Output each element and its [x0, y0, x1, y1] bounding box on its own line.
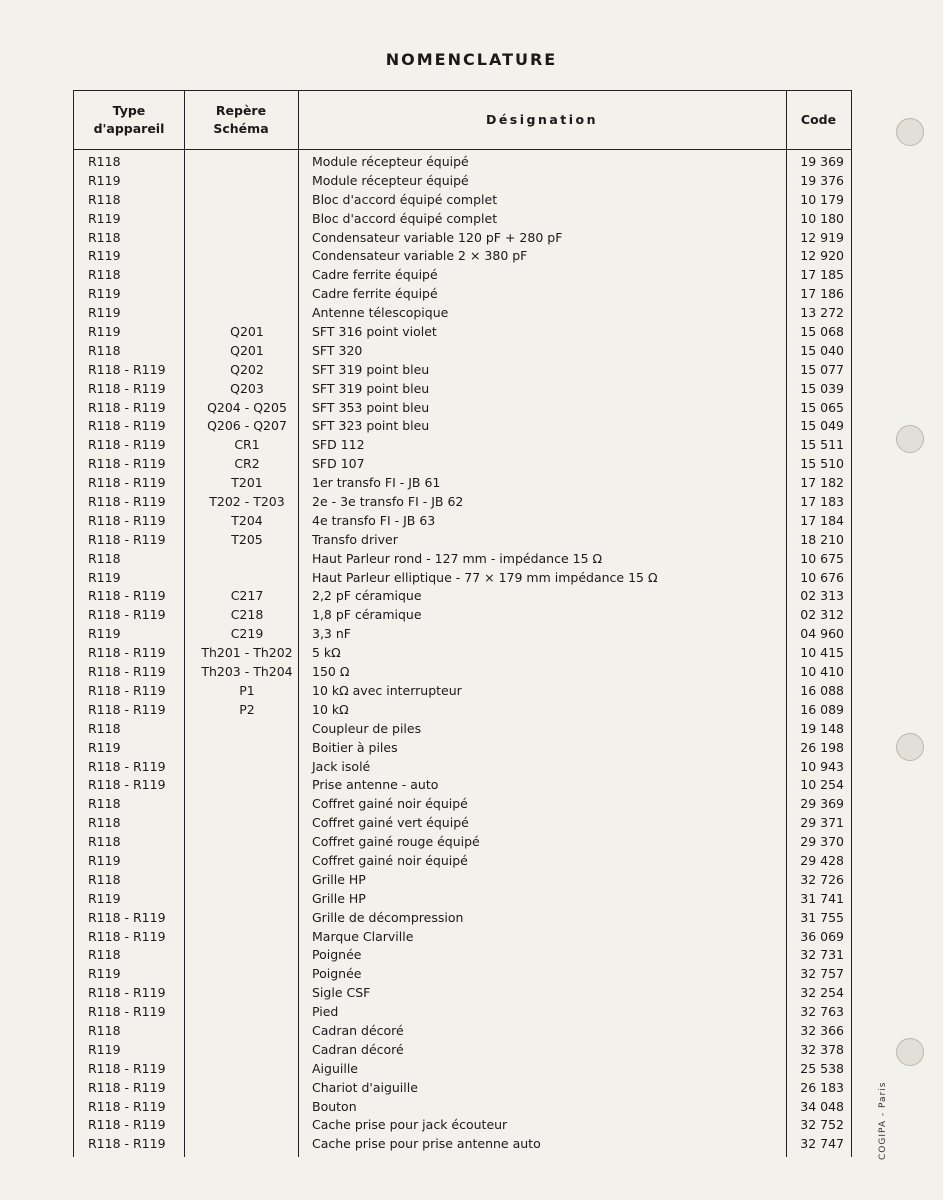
- cell-type: R118 - R119: [88, 1004, 166, 1020]
- cell-type: R118: [88, 267, 121, 283]
- cell-type: R119: [88, 966, 121, 982]
- cell-designation: Cadre ferrite équipé: [312, 267, 438, 283]
- header-ref: [184, 91, 298, 149]
- table-row: [74, 153, 851, 172]
- table-row: [74, 436, 851, 455]
- cell-code: 15 510: [800, 456, 844, 472]
- cell-code: 12 920: [800, 248, 844, 264]
- table-row: [74, 606, 851, 625]
- cell-designation: SFT 323 point bleu: [312, 418, 430, 434]
- cell-ref: Q201: [230, 324, 264, 340]
- cell-code: 10 943: [800, 758, 844, 774]
- cell-type: R118: [88, 796, 121, 812]
- cell-type: R118 - R119: [88, 758, 166, 774]
- cell-ref: Q204 - Q205: [207, 399, 287, 415]
- header-type-line1: Type: [112, 103, 146, 118]
- cell-designation: Jack isolé: [312, 758, 371, 774]
- cell-ref: Th203 - Th204: [201, 664, 293, 680]
- cell-code: 17 182: [800, 475, 844, 491]
- cell-designation: SFD 107: [312, 456, 365, 472]
- cell-designation: Condensateur variable 2 × 380 pF: [312, 248, 528, 264]
- cell-designation: Haut Parleur rond - 127 mm - impédance 15 Ω: [312, 550, 603, 566]
- table-row: [74, 1060, 851, 1079]
- cell-code: 32 378: [800, 1041, 844, 1057]
- header-type-line2: d'appareil: [93, 121, 165, 136]
- cell-type: R118 - R119: [88, 701, 166, 717]
- table-row: [74, 550, 851, 569]
- table-row: [74, 587, 851, 606]
- cell-designation: Coffret gainé noir équipé: [312, 852, 468, 868]
- cell-type: R118: [88, 154, 121, 169]
- cell-type: R119: [88, 305, 121, 321]
- cell-type: R118 - R119: [88, 399, 166, 415]
- cell-designation: Boitier à piles: [312, 739, 398, 755]
- table-row: [74, 625, 851, 644]
- table-row: [74, 833, 851, 852]
- cell-code: 32 763: [800, 1004, 844, 1020]
- cell-code: 17 183: [800, 494, 844, 510]
- cell-ref: Q206 - Q207: [207, 418, 287, 434]
- cell-ref: CR1: [234, 437, 260, 453]
- cell-type: R118 - R119: [88, 985, 166, 1001]
- cell-designation: Poignée: [312, 966, 362, 982]
- table-row: [74, 663, 851, 682]
- cell-code: 31 741: [800, 890, 844, 906]
- table-row: [74, 795, 851, 814]
- printer-mark: COGIPA - Paris: [878, 1081, 888, 1160]
- cell-type: R118: [88, 720, 121, 736]
- cell-code: 19 148: [800, 720, 844, 736]
- cell-designation: 2,2 pF céramique: [312, 588, 422, 604]
- cell-code: 26 198: [800, 739, 844, 755]
- cell-designation: Module récepteur équipé: [312, 154, 469, 169]
- cell-code: 19 369: [800, 154, 844, 169]
- cell-designation: Transfo driver: [312, 531, 398, 547]
- cell-type: R119: [88, 1041, 121, 1057]
- cell-type: R118 - R119: [88, 1098, 166, 1114]
- cell-code: 15 077: [800, 361, 844, 377]
- cell-designation: Cadran décoré: [312, 1041, 404, 1057]
- cell-designation: Marque Clarville: [312, 928, 414, 944]
- cell-ref: P1: [239, 682, 255, 698]
- cell-designation: Coffret gainé vert équipé: [312, 815, 469, 831]
- cell-designation: Grille HP: [312, 890, 366, 906]
- cell-designation: Cadre ferrite équipé: [312, 286, 438, 302]
- cell-type: R118 - R119: [88, 607, 166, 623]
- cell-type: R118 - R119: [88, 682, 166, 698]
- cell-type: R118 - R119: [88, 664, 166, 680]
- cell-type: R118 - R119: [88, 475, 166, 491]
- table-row: [74, 210, 851, 229]
- table-row: [74, 720, 851, 739]
- cell-code: 15 511: [800, 437, 844, 453]
- table-row: [74, 323, 851, 342]
- cell-type: R119: [88, 569, 121, 585]
- cell-designation: Pied: [312, 1004, 339, 1020]
- cell-designation: SFT 319 point bleu: [312, 361, 430, 377]
- table-row: [74, 569, 851, 588]
- binder-hole: [896, 1038, 924, 1066]
- cell-code: 25 538: [800, 1060, 844, 1076]
- cell-ref: C217: [230, 588, 264, 604]
- cell-code: 32 747: [800, 1136, 844, 1152]
- cell-ref: Q201: [230, 342, 264, 358]
- cell-designation: Chariot d'aiguille: [312, 1079, 418, 1095]
- cell-type: R119: [88, 248, 121, 264]
- cell-code: 15 039: [800, 380, 844, 396]
- cell-designation: Prise antenne - auto: [312, 777, 439, 793]
- cell-type: R118 - R119: [88, 777, 166, 793]
- cell-designation: 10 kΩ avec interrupteur: [312, 682, 462, 698]
- table-row: [74, 890, 851, 909]
- header-code: Code: [800, 112, 837, 127]
- table-row: [74, 285, 851, 304]
- cell-type: R118 - R119: [88, 1136, 166, 1152]
- cell-code: 29 371: [800, 815, 844, 831]
- cell-code: 17 184: [800, 512, 844, 528]
- cell-type: R119: [88, 324, 121, 340]
- table-row: [74, 928, 851, 947]
- cell-code: 10 254: [800, 777, 844, 793]
- table-row: [74, 814, 851, 833]
- cell-ref: Q202: [230, 361, 264, 377]
- cell-code: 32 731: [800, 947, 844, 963]
- cell-code: 10 675: [800, 550, 844, 566]
- table-row: [74, 776, 851, 795]
- header-rule: [74, 149, 851, 150]
- cell-code: 13 272: [800, 305, 844, 321]
- cell-code: 17 186: [800, 286, 844, 302]
- table-row: [74, 871, 851, 890]
- table-row: [74, 1022, 851, 1041]
- cell-code: 10 415: [800, 645, 844, 661]
- table-body: [74, 153, 851, 1154]
- table-row: [74, 1116, 851, 1135]
- cell-code: 36 069: [800, 928, 844, 944]
- cell-designation: Cache prise pour prise antenne auto: [312, 1136, 541, 1152]
- cell-designation: Poignée: [312, 947, 362, 963]
- cell-designation: Haut Parleur elliptique - 77 × 179 mm impédance 15 Ω: [312, 569, 658, 585]
- cell-ref: Th201 - Th202: [201, 645, 293, 661]
- cell-type: R118 - R119: [88, 418, 166, 434]
- cell-code: 32 366: [800, 1022, 844, 1038]
- cell-code: 29 428: [800, 852, 844, 868]
- cell-type: R118 - R119: [88, 928, 166, 944]
- cell-designation: Module récepteur équipé: [312, 172, 469, 188]
- cell-designation: SFT 316 point violet: [312, 324, 437, 340]
- cell-type: R118 - R119: [88, 494, 166, 510]
- page-title: NOMENCLATURE: [385, 50, 558, 69]
- table-row: [74, 701, 851, 720]
- table-row: [74, 1003, 851, 1022]
- cell-ref: P2: [239, 701, 255, 717]
- cell-code: 15 049: [800, 418, 844, 434]
- cell-type: R119: [88, 852, 121, 868]
- table-row: [74, 739, 851, 758]
- cell-type: R118: [88, 229, 121, 245]
- cell-code: 29 370: [800, 834, 844, 850]
- cell-type: R118 - R119: [88, 1117, 166, 1133]
- cell-ref: CR2: [234, 456, 260, 472]
- cell-ref: C219: [230, 626, 264, 642]
- header-ref-line2: Schéma: [213, 121, 269, 136]
- table-row: [74, 909, 851, 928]
- cell-code: 15 068: [800, 324, 844, 340]
- cell-type: R118 - R119: [88, 456, 166, 472]
- cell-type: R118 - R119: [88, 512, 166, 528]
- cell-type: R118 - R119: [88, 380, 166, 396]
- cell-designation: 5 kΩ: [312, 645, 341, 661]
- table-row: [74, 644, 851, 663]
- cell-designation: Bloc d'accord équipé complet: [312, 191, 498, 207]
- cell-designation: 150 Ω: [312, 664, 350, 680]
- cell-type: R118 - R119: [88, 531, 166, 547]
- cell-type: R119: [88, 890, 121, 906]
- cell-type: R119: [88, 286, 121, 302]
- binder-hole: [896, 733, 924, 761]
- table-row: [74, 342, 851, 361]
- cell-type: R119: [88, 172, 121, 188]
- cell-designation: Sigle CSF: [312, 985, 371, 1001]
- cell-designation: Cadran décoré: [312, 1022, 404, 1038]
- table-row: [74, 172, 851, 191]
- table-row: [74, 758, 851, 777]
- binder-hole: [896, 425, 924, 453]
- table-row: [74, 1041, 851, 1060]
- cell-designation: 3,3 nF: [312, 626, 351, 642]
- cell-designation: Aiguille: [312, 1060, 358, 1076]
- cell-code: 15 065: [800, 399, 844, 415]
- table-row: [74, 474, 851, 493]
- cell-code: 02 312: [800, 607, 844, 623]
- cell-code: 19 376: [800, 172, 844, 188]
- table-row: [74, 266, 851, 285]
- table-row: [74, 399, 851, 418]
- cell-code: 02 313: [800, 588, 844, 604]
- table-row: [74, 984, 851, 1003]
- cell-code: 34 048: [800, 1098, 844, 1114]
- cell-code: 31 755: [800, 909, 844, 925]
- header-designation: Désignation: [485, 112, 599, 127]
- cell-designation: Coupleur de piles: [312, 720, 422, 736]
- cell-code: 17 185: [800, 267, 844, 283]
- cell-code: 32 254: [800, 985, 844, 1001]
- cell-type: R119: [88, 739, 121, 755]
- table-row: [74, 682, 851, 701]
- table-row: [74, 455, 851, 474]
- cell-code: 32 757: [800, 966, 844, 982]
- cell-code: 15 040: [800, 342, 844, 358]
- cell-type: R118: [88, 550, 121, 566]
- cell-designation: 4e transfo FI - JB 63: [312, 512, 436, 528]
- cell-type: R118 - R119: [88, 1079, 166, 1095]
- cell-type: R119: [88, 626, 121, 642]
- cell-code: 10 410: [800, 664, 844, 680]
- table-row: [74, 417, 851, 436]
- cell-ref: T205: [231, 531, 263, 547]
- table-row: [74, 380, 851, 399]
- cell-type: R118 - R119: [88, 437, 166, 453]
- table-row: [74, 191, 851, 210]
- cell-type: R118 - R119: [88, 909, 166, 925]
- cell-type: R118: [88, 815, 121, 831]
- cell-ref: T204: [231, 512, 263, 528]
- table-row: [74, 493, 851, 512]
- cell-code: 26 183: [800, 1079, 844, 1095]
- cell-code: 29 369: [800, 796, 844, 812]
- table-row: [74, 1098, 851, 1117]
- table-row: [74, 1135, 851, 1154]
- cell-type: R118: [88, 191, 121, 207]
- cell-type: R118 - R119: [88, 645, 166, 661]
- cell-type: R118: [88, 834, 121, 850]
- cell-designation: 1,8 pF céramique: [312, 607, 422, 623]
- cell-type: R119: [88, 210, 121, 226]
- cell-designation: Condensateur variable 120 pF + 280 pF: [312, 229, 563, 245]
- cell-designation: Bouton: [312, 1098, 357, 1114]
- cell-designation: Grille HP: [312, 871, 366, 887]
- cell-designation: Coffret gainé rouge équipé: [312, 834, 480, 850]
- table-row: [74, 1079, 851, 1098]
- table-row: [74, 852, 851, 871]
- cell-type: R118: [88, 871, 121, 887]
- cell-type: R118: [88, 947, 121, 963]
- cell-designation: Cache prise pour jack écouteur: [312, 1117, 508, 1133]
- cell-code: 04 960: [800, 626, 844, 642]
- cell-designation: SFT 320: [312, 342, 363, 358]
- cell-type: R118 - R119: [88, 588, 166, 604]
- cell-type: R118: [88, 342, 121, 358]
- cell-code: 16 088: [800, 682, 844, 698]
- cell-designation: SFT 319 point bleu: [312, 380, 430, 396]
- cell-type: R118 - R119: [88, 1060, 166, 1076]
- cell-designation: 2e - 3e transfo FI - JB 62: [312, 494, 464, 510]
- cell-ref: T201: [231, 475, 263, 491]
- cell-code: 32 752: [800, 1117, 844, 1133]
- cell-code: 10 180: [800, 210, 844, 226]
- header-type: [74, 91, 184, 149]
- cell-designation: SFT 353 point bleu: [312, 399, 430, 415]
- cell-ref: Q203: [230, 380, 264, 396]
- cell-type: R118 - R119: [88, 361, 166, 377]
- table-row: [74, 247, 851, 266]
- cell-code: 10 676: [800, 569, 844, 585]
- binder-hole: [896, 118, 924, 146]
- cell-code: 16 089: [800, 701, 844, 717]
- cell-code: 10 179: [800, 191, 844, 207]
- cell-designation: SFD 112: [312, 437, 365, 453]
- cell-designation: Coffret gainé noir équipé: [312, 796, 468, 812]
- cell-designation: 10 kΩ: [312, 701, 349, 717]
- header-ref-line1: Repère: [215, 103, 267, 118]
- cell-ref: C218: [230, 607, 264, 623]
- cell-designation: 1er transfo FI - JB 61: [312, 475, 441, 491]
- cell-designation: Antenne télescopique: [312, 305, 449, 321]
- cell-code: 18 210: [800, 531, 844, 547]
- cell-designation: Bloc d'accord équipé complet: [312, 210, 498, 226]
- cell-code: 32 726: [800, 871, 844, 887]
- table-row: [74, 512, 851, 531]
- cell-designation: Grille de décompression: [312, 909, 464, 925]
- table-row: [74, 531, 851, 550]
- table-row: [74, 965, 851, 984]
- table-row: [74, 229, 851, 248]
- table-row: [74, 304, 851, 323]
- cell-code: 12 919: [800, 229, 844, 245]
- table-row: [74, 946, 851, 965]
- cell-ref: T202 - T203: [209, 494, 285, 510]
- nomenclature-table: [73, 90, 852, 1157]
- cell-type: R118: [88, 1022, 121, 1038]
- table-row: [74, 361, 851, 380]
